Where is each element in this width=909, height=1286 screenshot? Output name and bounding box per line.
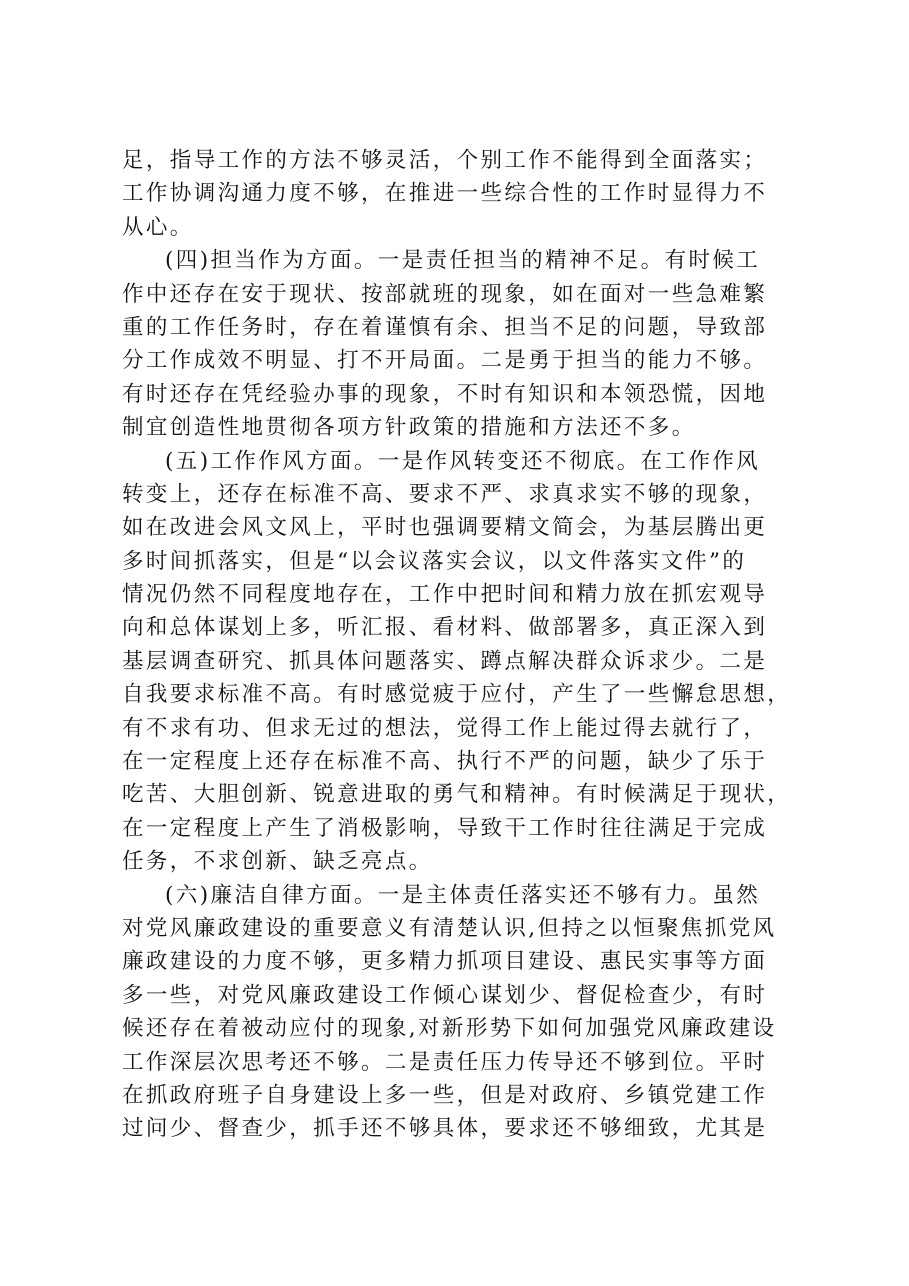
text-line: 在抓政府班子自身建设上多一些，但是对政府、乡镇党建工作 [122,1082,768,1108]
text-line: 多时间抓落实，但是“以会议落实会议，以文件落实文件”的 [122,548,747,574]
text-line: 廉政建设的力度不够，更多精力抓项目建设、惠民实事等方面 [122,949,768,975]
text-line: 转变上，还存在标准不高、要求不严、求真求实不够的现象， [122,481,768,507]
text-line: 自我要求标准不高。有时感觉疲于应付，产生了一些懈怠思想， [122,682,792,708]
section-heading-line: (六)廉洁自律方面。一是主体责任落实还不够有力。虽然 [165,882,761,908]
text-line: 如在改进会风文风上，平时也强调要精文简会，为基层腾出更 [122,515,768,541]
text-line: 对党风廉政建设的重要意义有清楚认识,但持之以恒聚焦抓党风 [122,915,777,941]
text-line: 有时还存在凭经验办事的现象，不时有知识和本领恐慌，因地 [122,381,768,407]
text-line: 候还存在着被动应付的现象,对新形势下如何加强党风廉政建设 [122,1016,777,1042]
text-line: 基层调查研究、抓具体问题落实、蹲点解决群众诉求少。二是 [122,648,768,674]
text-line: 多一些，对党风廉政建设工作倾心谋划少、督促检查少，有时 [122,982,768,1008]
text-line: 分工作成效不明显、打不开局面。二是勇于担当的能力不够。 [122,348,768,374]
text-line: 足，指导工作的方法不够灵活，个别工作不能得到全面落实； [122,148,768,173]
text-line: 制宜创造性地贯彻各项方针政策的措施和方法还不多。 [122,415,696,441]
text-line: 任务，不求创新、缺乏亮点。 [122,849,433,875]
body-text [122,144,802,1146]
text-line: 情况仍然不同程度地存在，工作中把时间和精力放在抓宏观导 [122,582,768,608]
text-line: 向和总体谋划上多，听汇报、看材料、做部署多，真正深入到 [122,615,768,641]
text-line: 重的工作任务时，存在着谨慎有余、担当不足的问题，导致部 [122,314,768,340]
section-heading-line: (四)担当作为方面。一是责任担当的精神不足。有时候工 [165,248,761,274]
text-line: 吃苦、大胆创新、锐意进取的勇气和精神。有时候满足于现状， [122,782,792,808]
text-line: 在一定程度上产生了消极影响，导致干工作时往往满足于完成 [122,815,768,841]
text-line: 在一定程度上还存在标准不高、执行不严的问题，缺少了乐于 [122,749,768,775]
section-heading-line: (五)工作作风方面。一是作风转变还不彻底。在工作作风 [165,448,761,474]
text-line: 作中还存在安于现状、按部就班的现象，如在面对一些急难繁 [122,281,768,307]
text-line: 过问少、督查少，抓手还不够具体，要求还不够细致，尤其是 [122,1116,768,1142]
text-line: 从心。 [122,214,194,240]
text-line: 工作深层次思考还不够。二是责任压力传导还不够到位。平时 [122,1049,768,1075]
text-line: 有不求有功、但求无过的想法，觉得工作上能过得去就行了， [122,715,768,741]
text-line: 工作协调沟通力度不够，在推进一些综合性的工作时显得力不 [122,181,768,207]
